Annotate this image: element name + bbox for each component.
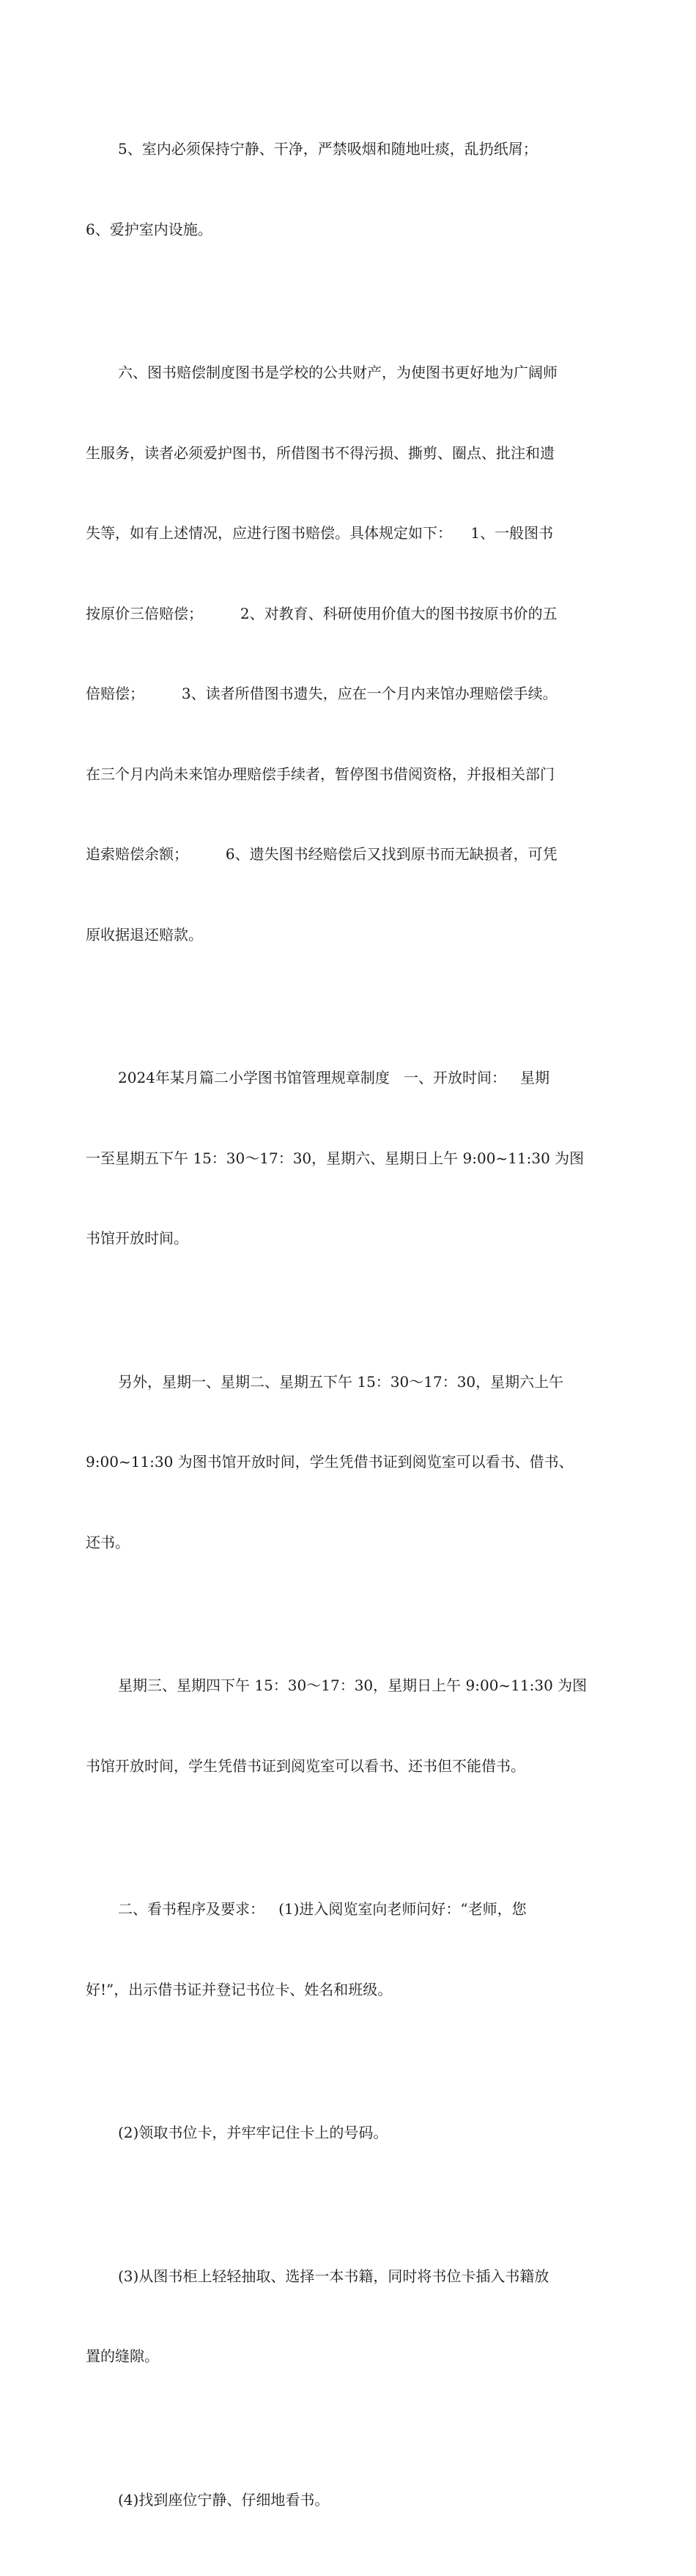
text-line: 原收据退还赔款。 [86, 925, 203, 943]
text-line: 生服务，读者必须爱护图书，所借图书不得污损、撕剪、圈点、批注和遗 [86, 444, 555, 462]
text-line: 二、看书程序及要求： (1)进入阅览室向老师问好：“老师，您 [118, 1900, 527, 1918]
text-line: 在三个月内尚未来馆办理赔偿手续者，暂停图书借阅资格，并报相关部门 [86, 765, 555, 783]
paragraph-step-2 [86, 2066, 610, 2200]
text-line: 倍赔偿； 3、读者所借图书遗失，应在一个月内来馆办理赔偿手续。 [86, 685, 558, 702]
text-line: 6、爱护室内设施。 [86, 220, 212, 238]
text-line: (4)找到座位宁静、仔细地看书。 [118, 2490, 330, 2509]
text-line: 另外，星期一、星期二、星期五下午 15：30～17：30，星期六上午 [118, 1372, 564, 1391]
paragraph-step-4 [86, 2433, 610, 2567]
text-line: 星期三、星期四下午 15：30～17：30，星期日上午 9:00~11:30 为图 [118, 1677, 588, 1694]
text-line: 9:00~11:30 为图书馆开放时间，学生凭借书证到阅览室可以看书、借书、 [86, 1453, 574, 1471]
paragraph-compensation-rules [86, 306, 610, 1001]
paragraph-additional-hours [86, 1315, 610, 1610]
text-line: 六、图书赔偿制度图书是学校的公共财产，为使图书更好地为广阔师 [118, 364, 558, 381]
text-line: 追索赔偿余额； 6、遗失图书经赔偿后又找到原书而无缺损者，可凭 [86, 845, 558, 863]
text-line: (2)领取书位卡，并牢牢记住卡上的号码。 [118, 2124, 388, 2141]
paragraph-reading-procedure [86, 1842, 610, 2056]
paragraph-room-rules [86, 82, 610, 296]
text-line: 2024年某月篇二小学图书馆管理规章制度 一、开放时间： 星期 [118, 1069, 550, 1086]
document-body [86, 82, 610, 2576]
paragraph-step-3 [86, 2209, 610, 2424]
text-line: 失等，如有上述情况，应进行图书赔偿。具体规定如下： 1、一般图书 [86, 524, 554, 542]
text-line: 好!”，出示借书证并登记书位卡、姓名和班级。 [86, 1980, 393, 1998]
text-line: 5、室内必须保持宁静、干净，严禁吸烟和随地吐痰，乱扔纸屑； [118, 140, 538, 158]
text-line: 还书。 [86, 1533, 130, 1551]
paragraph-wed-thu-hours [86, 1619, 610, 1833]
paragraph-opening-hours [86, 1011, 610, 1306]
text-line: 按原价三倍赔偿； 2、对教育、科研使用价值大的图书按原书价的五 [86, 604, 558, 622]
text-line: 书馆开放时间，学生凭借书证到阅览室可以看书、还书但不能借书。 [86, 1756, 525, 1775]
text-line: 书馆开放时间。 [86, 1229, 188, 1247]
text-line: 置的缝隙。 [86, 2347, 159, 2365]
text-line: 一至星期五下午 15：30～17：30，星期六、星期日上午 9:00~11:30 为图 [86, 1149, 585, 1167]
text-line: (3)从图书柜上轻轻抽取、选择一本书籍，同时将书位卡插入书籍放 [118, 2267, 549, 2285]
